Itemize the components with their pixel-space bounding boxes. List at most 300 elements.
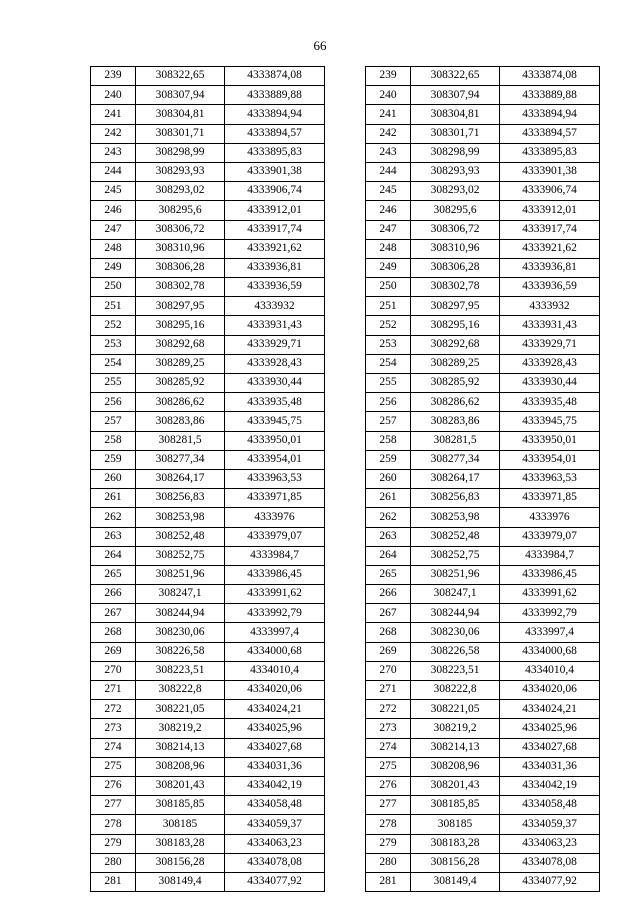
point-number-cell: 257 (366, 412, 411, 431)
table-row (366, 182, 600, 201)
y-coordinate-cell: 4333917,74 (225, 220, 325, 239)
point-number-cell: 270 (91, 661, 136, 680)
x-coordinate-cell: 308293,93 (411, 162, 500, 181)
point-number-cell: 250 (366, 278, 411, 297)
table-row (366, 393, 600, 412)
point-number-cell: 262 (91, 508, 136, 527)
table-row (91, 681, 325, 700)
x-coordinate-cell: 308301,71 (411, 124, 500, 143)
y-coordinate-cell: 4334000,68 (225, 642, 325, 661)
point-number-cell: 251 (366, 297, 411, 316)
point-number-cell: 278 (366, 815, 411, 834)
x-coordinate-cell: 308201,43 (411, 776, 500, 795)
x-coordinate-cell: 308219,2 (411, 719, 500, 738)
y-coordinate-cell: 4334000,68 (500, 642, 600, 661)
point-number-cell: 274 (91, 738, 136, 757)
table-row (91, 124, 325, 143)
table-row (366, 776, 600, 795)
point-number-cell: 274 (366, 738, 411, 757)
x-coordinate-cell: 308293,02 (411, 182, 500, 201)
point-number-cell: 264 (366, 546, 411, 565)
y-coordinate-cell: 4333997,4 (225, 623, 325, 642)
point-number-cell: 250 (91, 278, 136, 297)
table-row (366, 316, 600, 335)
x-coordinate-cell: 308156,28 (136, 853, 225, 872)
x-coordinate-cell: 308289,25 (136, 354, 225, 373)
table-row (91, 297, 325, 316)
point-number-cell: 277 (91, 796, 136, 815)
x-coordinate-cell: 308306,28 (136, 258, 225, 277)
y-coordinate-cell: 4334025,96 (500, 719, 600, 738)
x-coordinate-cell: 308297,95 (136, 297, 225, 316)
x-coordinate-cell: 308264,17 (411, 469, 500, 488)
point-number-cell: 269 (366, 642, 411, 661)
point-number-cell: 269 (91, 642, 136, 661)
table-row (366, 297, 600, 316)
y-coordinate-cell: 4333979,07 (500, 527, 600, 546)
point-number-cell: 271 (91, 681, 136, 700)
point-number-cell: 259 (366, 450, 411, 469)
table-row (91, 67, 325, 86)
y-coordinate-cell: 4334031,36 (225, 757, 325, 776)
x-coordinate-cell: 308285,92 (411, 374, 500, 393)
page-number: 66 (313, 38, 327, 53)
table-row (91, 182, 325, 201)
y-coordinate-cell: 4333935,48 (225, 393, 325, 412)
point-number-cell: 263 (91, 527, 136, 546)
point-number-cell: 244 (366, 162, 411, 181)
y-coordinate-cell: 4334058,48 (225, 796, 325, 815)
table-row (366, 469, 600, 488)
y-coordinate-cell: 4333932 (225, 297, 325, 316)
y-coordinate-cell: 4333984,7 (500, 546, 600, 565)
x-coordinate-cell: 308223,51 (411, 661, 500, 680)
x-coordinate-cell: 308221,05 (136, 700, 225, 719)
table-row (366, 431, 600, 450)
x-coordinate-cell: 308156,28 (411, 853, 500, 872)
point-number-cell: 261 (366, 489, 411, 508)
table-row (91, 239, 325, 258)
x-coordinate-cell: 308252,75 (411, 546, 500, 565)
x-coordinate-cell: 308298,99 (136, 143, 225, 162)
y-coordinate-cell: 4333992,79 (225, 604, 325, 623)
x-coordinate-cell: 308281,5 (411, 431, 500, 450)
x-coordinate-cell: 308302,78 (411, 278, 500, 297)
x-coordinate-cell: 308185,85 (136, 796, 225, 815)
point-number-cell: 248 (366, 239, 411, 258)
table-row (366, 623, 600, 642)
point-number-cell: 279 (91, 834, 136, 853)
point-number-cell: 243 (366, 143, 411, 162)
point-number-cell: 253 (91, 335, 136, 354)
x-coordinate-cell: 308264,17 (136, 469, 225, 488)
y-coordinate-cell: 4333901,38 (225, 162, 325, 181)
table-row (91, 527, 325, 546)
table-row (366, 220, 600, 239)
point-number-cell: 260 (91, 469, 136, 488)
table-row (366, 546, 600, 565)
point-number-cell: 271 (366, 681, 411, 700)
y-coordinate-cell: 4334063,23 (500, 834, 600, 853)
x-coordinate-cell: 308286,62 (136, 393, 225, 412)
y-coordinate-cell: 4333912,01 (500, 201, 600, 220)
y-coordinate-cell: 4334058,48 (500, 796, 600, 815)
x-coordinate-cell: 308298,99 (411, 143, 500, 162)
point-number-cell: 265 (91, 565, 136, 584)
x-coordinate-cell: 308214,13 (136, 738, 225, 757)
table-row (366, 162, 600, 181)
y-coordinate-cell: 4334010,4 (225, 661, 325, 680)
x-coordinate-cell: 308292,68 (136, 335, 225, 354)
point-number-cell: 246 (91, 201, 136, 220)
x-coordinate-cell: 308185 (136, 815, 225, 834)
table-row (91, 86, 325, 105)
y-coordinate-cell: 4333901,38 (500, 162, 600, 181)
y-coordinate-cell: 4333921,62 (500, 239, 600, 258)
point-number-cell: 249 (366, 258, 411, 277)
y-coordinate-cell: 4333906,74 (500, 182, 600, 201)
y-coordinate-cell: 4333950,01 (500, 431, 600, 450)
table-row (91, 469, 325, 488)
point-number-cell: 277 (366, 796, 411, 815)
point-number-cell: 255 (366, 374, 411, 393)
table-row (91, 642, 325, 661)
y-coordinate-cell: 4334059,37 (500, 815, 600, 834)
point-number-cell: 254 (366, 354, 411, 373)
x-coordinate-cell: 308226,58 (136, 642, 225, 661)
x-coordinate-cell: 308247,1 (136, 585, 225, 604)
y-coordinate-cell: 4333895,83 (500, 143, 600, 162)
x-coordinate-cell: 308222,8 (136, 681, 225, 700)
table-row (91, 585, 325, 604)
y-coordinate-cell: 4333889,88 (225, 86, 325, 105)
point-number-cell: 262 (366, 508, 411, 527)
x-coordinate-cell: 308277,34 (136, 450, 225, 469)
table-row (366, 124, 600, 143)
y-coordinate-cell: 4333991,62 (500, 585, 600, 604)
y-coordinate-cell: 4333945,75 (225, 412, 325, 431)
y-coordinate-cell: 4333991,62 (225, 585, 325, 604)
x-coordinate-cell: 308185,85 (411, 796, 500, 815)
x-coordinate-cell: 308183,28 (136, 834, 225, 853)
table-row (366, 757, 600, 776)
point-number-cell: 241 (91, 105, 136, 124)
table-row (366, 661, 600, 680)
point-number-cell: 245 (366, 182, 411, 201)
x-coordinate-cell: 308295,6 (411, 201, 500, 220)
y-coordinate-cell: 4334078,08 (225, 853, 325, 872)
x-coordinate-cell: 308247,1 (411, 585, 500, 604)
table-row (91, 393, 325, 412)
point-number-cell: 276 (91, 776, 136, 795)
point-number-cell: 280 (366, 853, 411, 872)
point-number-cell: 265 (366, 565, 411, 584)
y-coordinate-cell: 4334027,68 (225, 738, 325, 757)
y-coordinate-cell: 4333917,74 (500, 220, 600, 239)
x-coordinate-cell: 308286,62 (411, 393, 500, 412)
x-coordinate-cell: 308307,94 (411, 86, 500, 105)
y-coordinate-cell: 4333874,08 (500, 67, 600, 86)
y-coordinate-cell: 4334031,36 (500, 757, 600, 776)
y-coordinate-cell: 4333963,53 (500, 469, 600, 488)
x-coordinate-cell: 308295,16 (411, 316, 500, 335)
y-coordinate-cell: 4333894,57 (225, 124, 325, 143)
table-row (91, 105, 325, 124)
y-coordinate-cell: 4334042,19 (500, 776, 600, 795)
table-row (366, 642, 600, 661)
point-number-cell: 251 (91, 297, 136, 316)
point-number-cell: 252 (366, 316, 411, 335)
table-row (91, 278, 325, 297)
point-number-cell: 239 (91, 67, 136, 86)
table-row (366, 527, 600, 546)
table-row (91, 374, 325, 393)
table-row (366, 143, 600, 162)
y-coordinate-cell: 4333874,08 (225, 67, 325, 86)
x-coordinate-cell: 308301,71 (136, 124, 225, 143)
y-coordinate-cell: 4334025,96 (225, 719, 325, 738)
x-coordinate-cell: 308208,96 (136, 757, 225, 776)
table-row (366, 278, 600, 297)
x-coordinate-cell: 308302,78 (136, 278, 225, 297)
y-coordinate-cell: 4333997,4 (500, 623, 600, 642)
table-row (91, 412, 325, 431)
point-number-cell: 247 (91, 220, 136, 239)
y-coordinate-cell: 4334020,06 (500, 681, 600, 700)
point-number-cell: 268 (91, 623, 136, 642)
x-coordinate-cell: 308295,6 (136, 201, 225, 220)
point-number-cell: 281 (366, 872, 411, 891)
point-number-cell: 242 (366, 124, 411, 143)
x-coordinate-cell: 308185 (411, 815, 500, 834)
y-coordinate-cell: 4333979,07 (225, 527, 325, 546)
y-coordinate-cell: 4333945,75 (500, 412, 600, 431)
table-row (366, 604, 600, 623)
table-row (91, 546, 325, 565)
point-number-cell: 246 (366, 201, 411, 220)
x-coordinate-cell: 308183,28 (411, 834, 500, 853)
y-coordinate-cell: 4333954,01 (225, 450, 325, 469)
y-coordinate-cell: 4334024,21 (500, 700, 600, 719)
point-number-cell: 259 (91, 450, 136, 469)
table-row (366, 412, 600, 431)
x-coordinate-cell: 308285,92 (136, 374, 225, 393)
x-coordinate-cell: 308283,86 (411, 412, 500, 431)
coordinates-table-right (365, 66, 600, 892)
table-row (91, 700, 325, 719)
point-number-cell: 248 (91, 239, 136, 258)
table-row (366, 585, 600, 604)
x-coordinate-cell: 308292,68 (411, 335, 500, 354)
table-row (91, 508, 325, 527)
table-row (91, 738, 325, 757)
point-number-cell: 270 (366, 661, 411, 680)
x-coordinate-cell: 308226,58 (411, 642, 500, 661)
x-coordinate-cell: 308230,06 (411, 623, 500, 642)
table-row (91, 220, 325, 239)
point-number-cell: 273 (91, 719, 136, 738)
y-coordinate-cell: 4333971,85 (500, 489, 600, 508)
point-number-cell: 240 (366, 86, 411, 105)
point-number-cell: 273 (366, 719, 411, 738)
table-row (91, 776, 325, 795)
table-row (366, 681, 600, 700)
point-number-cell: 257 (91, 412, 136, 431)
x-coordinate-cell: 308223,51 (136, 661, 225, 680)
table-row (91, 815, 325, 834)
point-number-cell: 278 (91, 815, 136, 834)
y-coordinate-cell: 4333921,62 (225, 239, 325, 258)
point-number-cell: 240 (91, 86, 136, 105)
x-coordinate-cell: 308256,83 (411, 489, 500, 508)
x-coordinate-cell: 308251,96 (136, 565, 225, 584)
point-number-cell: 256 (366, 393, 411, 412)
x-coordinate-cell: 308307,94 (136, 86, 225, 105)
table-row (91, 661, 325, 680)
x-coordinate-cell: 308297,95 (411, 297, 500, 316)
point-number-cell: 255 (91, 374, 136, 393)
x-coordinate-cell: 308253,98 (411, 508, 500, 527)
point-number-cell: 264 (91, 546, 136, 565)
x-coordinate-cell: 308201,43 (136, 776, 225, 795)
y-coordinate-cell: 4333986,45 (500, 565, 600, 584)
x-coordinate-cell: 308149,4 (136, 872, 225, 891)
point-number-cell: 242 (91, 124, 136, 143)
point-number-cell: 267 (366, 604, 411, 623)
table-row (366, 719, 600, 738)
point-number-cell: 247 (366, 220, 411, 239)
x-coordinate-cell: 308277,34 (411, 450, 500, 469)
point-number-cell: 272 (366, 700, 411, 719)
y-coordinate-cell: 4333976 (500, 508, 600, 527)
y-coordinate-cell: 4333935,48 (500, 393, 600, 412)
table-row (366, 374, 600, 393)
table-row (91, 162, 325, 181)
y-coordinate-cell: 4334042,19 (225, 776, 325, 795)
point-number-cell: 279 (366, 834, 411, 853)
y-coordinate-cell: 4334020,06 (225, 681, 325, 700)
y-coordinate-cell: 4334010,4 (500, 661, 600, 680)
table-row (366, 815, 600, 834)
point-number-cell: 245 (91, 182, 136, 201)
y-coordinate-cell: 4333992,79 (500, 604, 600, 623)
x-coordinate-cell: 308281,5 (136, 431, 225, 450)
point-number-cell: 276 (366, 776, 411, 795)
table-row (366, 258, 600, 277)
y-coordinate-cell: 4333936,81 (225, 258, 325, 277)
x-coordinate-cell: 308252,48 (136, 527, 225, 546)
y-coordinate-cell: 4334063,23 (225, 834, 325, 853)
table-row (366, 201, 600, 220)
table-row (91, 201, 325, 220)
x-coordinate-cell: 308253,98 (136, 508, 225, 527)
x-coordinate-cell: 308208,96 (411, 757, 500, 776)
point-number-cell: 249 (91, 258, 136, 277)
table-row (366, 853, 600, 872)
x-coordinate-cell: 308310,96 (136, 239, 225, 258)
table-row (91, 853, 325, 872)
table-row (366, 872, 600, 891)
point-number-cell: 256 (91, 393, 136, 412)
point-number-cell: 243 (91, 143, 136, 162)
x-coordinate-cell: 308214,13 (411, 738, 500, 757)
table-row (366, 834, 600, 853)
y-coordinate-cell: 4333894,94 (225, 105, 325, 124)
x-coordinate-cell: 308252,48 (411, 527, 500, 546)
table-row (366, 796, 600, 815)
table-row (91, 796, 325, 815)
x-coordinate-cell: 308310,96 (411, 239, 500, 258)
point-number-cell: 261 (91, 489, 136, 508)
x-coordinate-cell: 308256,83 (136, 489, 225, 508)
y-coordinate-cell: 4334059,37 (225, 815, 325, 834)
point-number-cell: 254 (91, 354, 136, 373)
point-number-cell: 244 (91, 162, 136, 181)
point-number-cell: 266 (366, 585, 411, 604)
point-number-cell: 263 (366, 527, 411, 546)
x-coordinate-cell: 308304,81 (411, 105, 500, 124)
table-row (366, 105, 600, 124)
x-coordinate-cell: 308252,75 (136, 546, 225, 565)
table-row (366, 354, 600, 373)
y-coordinate-cell: 4334078,08 (500, 853, 600, 872)
y-coordinate-cell: 4333936,81 (500, 258, 600, 277)
table-row (366, 239, 600, 258)
table-row (91, 258, 325, 277)
point-number-cell: 258 (91, 431, 136, 450)
y-coordinate-cell: 4333930,44 (225, 374, 325, 393)
x-coordinate-cell: 308219,2 (136, 719, 225, 738)
y-coordinate-cell: 4334077,92 (225, 872, 325, 891)
y-coordinate-cell: 4333906,74 (225, 182, 325, 201)
point-number-cell: 253 (366, 335, 411, 354)
point-number-cell: 241 (366, 105, 411, 124)
point-number-cell: 260 (366, 469, 411, 488)
table-row (91, 431, 325, 450)
x-coordinate-cell: 308221,05 (411, 700, 500, 719)
y-coordinate-cell: 4333931,43 (225, 316, 325, 335)
point-number-cell: 252 (91, 316, 136, 335)
table-row (91, 872, 325, 891)
x-coordinate-cell: 308244,94 (136, 604, 225, 623)
y-coordinate-cell: 4333930,44 (500, 374, 600, 393)
table-row (366, 335, 600, 354)
coordinates-table-left (90, 66, 325, 892)
point-number-cell: 272 (91, 700, 136, 719)
y-coordinate-cell: 4333971,85 (225, 489, 325, 508)
x-coordinate-cell: 308306,28 (411, 258, 500, 277)
y-coordinate-cell: 4333912,01 (225, 201, 325, 220)
point-number-cell: 267 (91, 604, 136, 623)
x-coordinate-cell: 308149,4 (411, 872, 500, 891)
x-coordinate-cell: 308293,93 (136, 162, 225, 181)
y-coordinate-cell: 4333929,71 (500, 335, 600, 354)
x-coordinate-cell: 308289,25 (411, 354, 500, 373)
x-coordinate-cell: 308304,81 (136, 105, 225, 124)
table-row (91, 757, 325, 776)
x-coordinate-cell: 308322,65 (411, 67, 500, 86)
y-coordinate-cell: 4333932 (500, 297, 600, 316)
x-coordinate-cell: 308306,72 (136, 220, 225, 239)
table-row (366, 700, 600, 719)
y-coordinate-cell: 4333894,57 (500, 124, 600, 143)
table-row (366, 489, 600, 508)
x-coordinate-cell: 308322,65 (136, 67, 225, 86)
point-number-cell: 281 (91, 872, 136, 891)
y-coordinate-cell: 4333936,59 (225, 278, 325, 297)
table-row (91, 604, 325, 623)
y-coordinate-cell: 4333931,43 (500, 316, 600, 335)
